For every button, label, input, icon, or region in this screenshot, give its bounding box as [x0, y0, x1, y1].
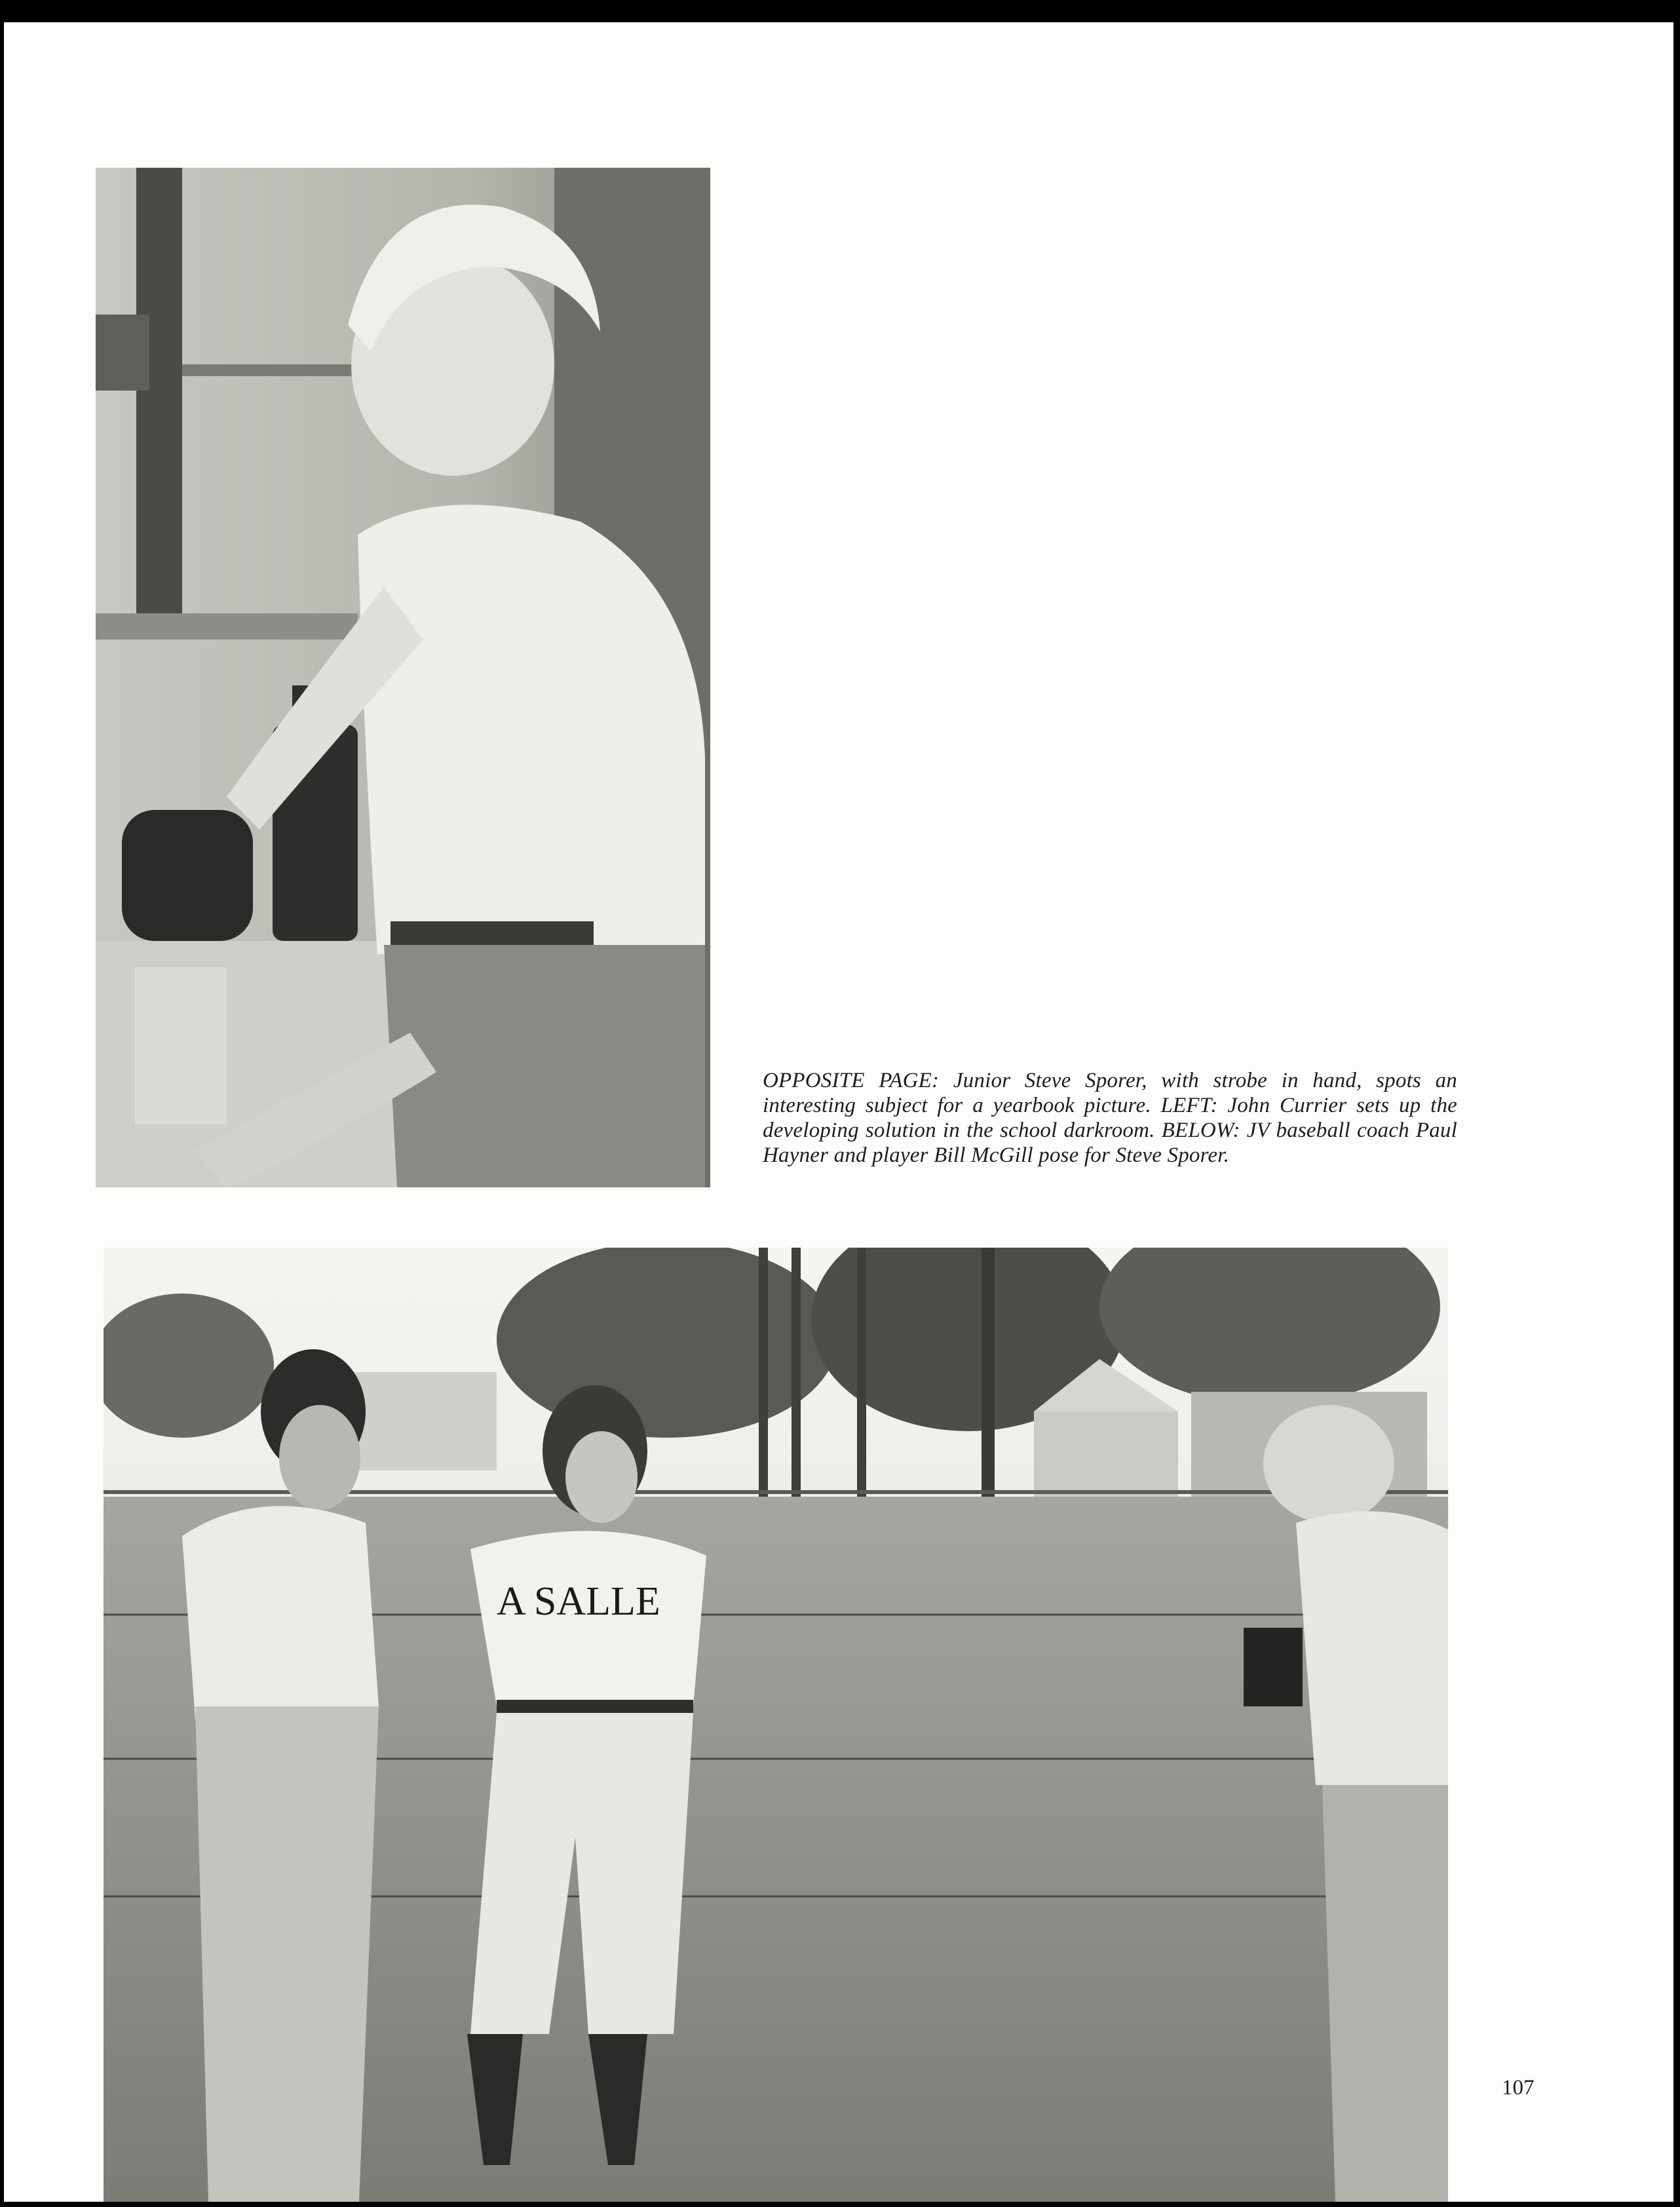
darkroom-photo — [96, 168, 710, 1187]
page-number: 107 — [1502, 2076, 1535, 2100]
photo-caption: OPPOSITE PAGE: Junior Steve Sporer, with strobe in hand, spots an interesting subject for a yearbook picture. LEFT: John Currier sets up the developing solution in the school darkroom. BELOW: JV baseball coach Paul Hayner and player Bill McGill pose for Steve Sporer. — [763, 1069, 1457, 1167]
baseball-photo-image — [104, 1248, 1448, 2202]
baseball-photo — [104, 1248, 1448, 2202]
yearbook-page — [4, 22, 1673, 2202]
darkroom-photo-image — [96, 168, 710, 1187]
jersey-lettering: A SALLE — [497, 1579, 660, 1624]
